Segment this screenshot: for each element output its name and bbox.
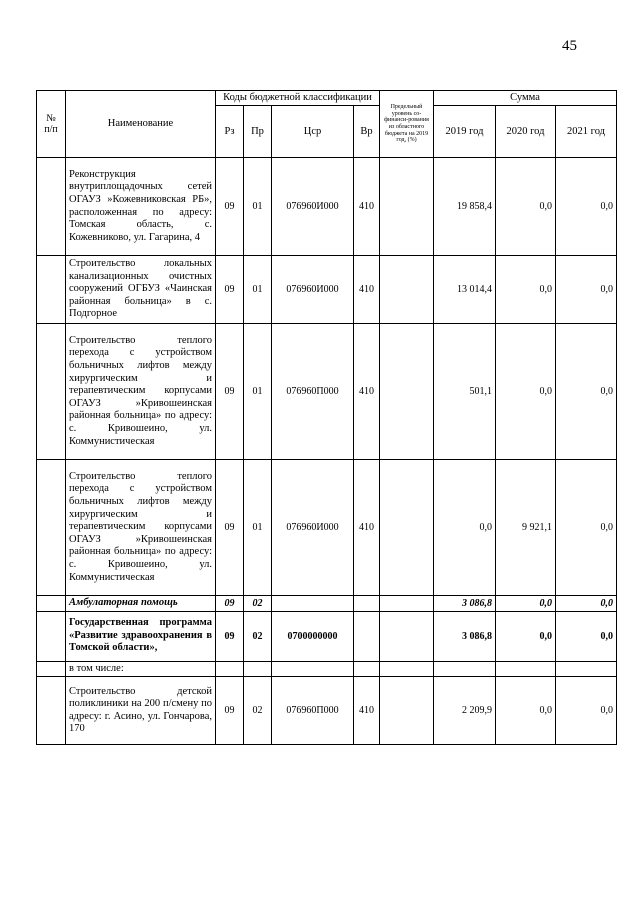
cell-vr [354, 661, 380, 677]
cell-pr: 02 [244, 596, 272, 612]
header-vr: Вр [354, 106, 380, 158]
cell-y2019: 3 086,8 [434, 611, 496, 661]
cell-limit [380, 324, 434, 460]
cell-name: Строительство детской поликлиники на 200 п/смену по адресу: г. Асино, ул. Гончарова, 170 [66, 677, 216, 745]
cell-csr: 076960И000 [272, 256, 354, 324]
cell-pr: 02 [244, 611, 272, 661]
cell-num [37, 661, 66, 677]
cell-vr [354, 611, 380, 661]
cell-y2019: 13 014,4 [434, 256, 496, 324]
cell-rz: 09 [216, 596, 244, 612]
cell-pr: 02 [244, 677, 272, 745]
cell-num [37, 256, 66, 324]
cell-pr [244, 661, 272, 677]
table-row [37, 256, 617, 324]
cell-num [37, 158, 66, 256]
cell-csr: 076960И000 [272, 158, 354, 256]
header-pr: Пр [244, 106, 272, 158]
cell-vr: 410 [354, 460, 380, 596]
cell-limit [380, 596, 434, 612]
table-row [37, 677, 617, 745]
cell-vr: 410 [354, 324, 380, 460]
cell-y2021: 0,0 [556, 256, 617, 324]
cell-y2020: 0,0 [496, 677, 556, 745]
cell-pr: 01 [244, 324, 272, 460]
table-row [37, 158, 617, 256]
cell-csr [272, 596, 354, 612]
table-row [37, 596, 617, 612]
header-2020: 2020 год [496, 106, 556, 158]
cell-y2021: 0,0 [556, 460, 617, 596]
header-2019: 2019 год [434, 106, 496, 158]
cell-y2020 [496, 661, 556, 677]
cell-pr: 01 [244, 256, 272, 324]
cell-limit [380, 256, 434, 324]
header-limit: Предельный уровень со-финанси-рования из областного бюджета на 2019 год, (%) [380, 91, 434, 158]
header-num: № п/п [37, 91, 66, 158]
header-2021: 2021 год [556, 106, 617, 158]
cell-name: Реконструкция внутриплощадочных сетей ОГАУЗ »Кожевниковская РБ», расположенная по адресу: Томская область, с. Кожевниково, ул. Гагарина, 4 [66, 158, 216, 256]
cell-num [37, 677, 66, 745]
cell-rz: 09 [216, 256, 244, 324]
cell-csr: 0700000000 [272, 611, 354, 661]
cell-csr: 076960И000 [272, 460, 354, 596]
cell-y2019: 3 086,8 [434, 596, 496, 612]
cell-vr: 410 [354, 677, 380, 745]
cell-y2020: 0,0 [496, 596, 556, 612]
cell-y2019: 0,0 [434, 460, 496, 596]
cell-rz: 09 [216, 324, 244, 460]
cell-y2021 [556, 661, 617, 677]
cell-y2021: 0,0 [556, 324, 617, 460]
cell-y2019: 2 209,9 [434, 677, 496, 745]
cell-limit [380, 611, 434, 661]
cell-name: в том числе: [66, 661, 216, 677]
cell-y2019: 501,1 [434, 324, 496, 460]
cell-num [37, 460, 66, 596]
cell-y2020: 0,0 [496, 158, 556, 256]
cell-rz: 09 [216, 460, 244, 596]
table-row [37, 611, 617, 661]
cell-num [37, 324, 66, 460]
cell-y2021: 0,0 [556, 611, 617, 661]
table-row [37, 661, 617, 677]
header-csr: Цср [272, 106, 354, 158]
cell-name: Амбулаторная помощь [66, 596, 216, 612]
cell-vr: 410 [354, 256, 380, 324]
cell-csr: 076960П000 [272, 677, 354, 745]
cell-limit [380, 460, 434, 596]
cell-limit [380, 677, 434, 745]
cell-name: Строительство теплого перехода с устройством больничных лифтов между хирургическим и терапевтическим корпусами ОГАУЗ »Кривошеинская районная больница» по адресу: с. Кривошеино, ул. Коммунистическая [66, 460, 216, 596]
page-number: 45 [562, 38, 577, 54]
cell-name: Строительство теплого перехода с устройством больничных лифтов между хирургическим и терапевтическим корпусами ОГАУЗ »Кривошеинская районная больница» по адресу: с. Кривошеино, ул. Коммунистическая [66, 324, 216, 460]
cell-pr: 01 [244, 158, 272, 256]
cell-y2021: 0,0 [556, 677, 617, 745]
cell-y2021: 0,0 [556, 596, 617, 612]
cell-y2020: 0,0 [496, 256, 556, 324]
cell-limit [380, 158, 434, 256]
cell-rz: 09 [216, 611, 244, 661]
cell-rz [216, 661, 244, 677]
cell-name: Государственная программа «Развитие здравоохранения в Томской области», [66, 611, 216, 661]
cell-y2020: 9 921,1 [496, 460, 556, 596]
cell-name: Строительство локальных канализационных очистных сооружений ОГБУЗ «Чаинская районная больница» в с. Подгорное [66, 256, 216, 324]
cell-num [37, 596, 66, 612]
header-codes-group: Коды бюджетной классификации [216, 91, 380, 106]
cell-y2020: 0,0 [496, 324, 556, 460]
cell-rz: 09 [216, 158, 244, 256]
header-name: Наименование [66, 91, 216, 158]
table-row [37, 460, 617, 596]
cell-vr [354, 596, 380, 612]
header-rz: Рз [216, 106, 244, 158]
table-row [37, 324, 617, 460]
cell-y2021: 0,0 [556, 158, 617, 256]
header-sum-group: Сумма [434, 91, 617, 106]
cell-pr: 01 [244, 460, 272, 596]
cell-y2019: 19 858,4 [434, 158, 496, 256]
cell-csr: 076960П000 [272, 324, 354, 460]
cell-num [37, 611, 66, 661]
cell-limit [380, 661, 434, 677]
cell-csr [272, 661, 354, 677]
budget-table [36, 90, 617, 745]
cell-vr: 410 [354, 158, 380, 256]
cell-rz: 09 [216, 677, 244, 745]
cell-y2020: 0,0 [496, 611, 556, 661]
cell-y2019 [434, 661, 496, 677]
